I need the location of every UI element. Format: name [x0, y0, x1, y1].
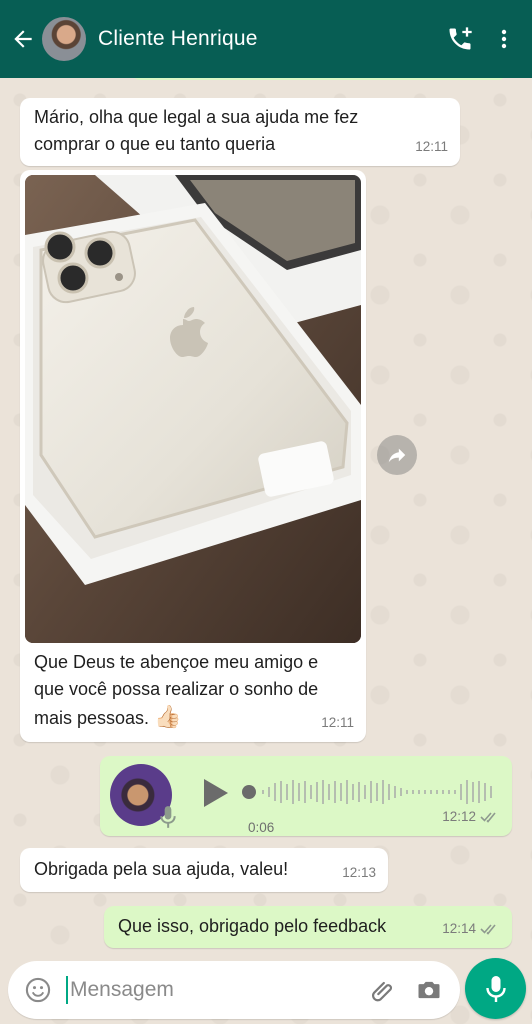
- play-icon[interactable]: [200, 776, 230, 810]
- back-arrow-icon: [10, 26, 36, 52]
- forward-icon: [386, 444, 408, 466]
- add-call-button[interactable]: [438, 17, 482, 61]
- back-button[interactable]: [6, 19, 40, 59]
- message-text: Obrigada pela sua ajuda, valeu!: [34, 859, 289, 879]
- message-text: Que isso, obrigado pelo feedback: [118, 916, 387, 936]
- incoming-message[interactable]: [20, 98, 460, 166]
- message-time: 12:13: [342, 865, 376, 880]
- iphone-box-illustration: [25, 175, 361, 643]
- outgoing-message[interactable]: [104, 906, 512, 948]
- double-check-icon: [480, 923, 500, 935]
- attach-button[interactable]: [360, 967, 406, 1013]
- emoji-icon: [24, 976, 52, 1004]
- message-time: 12:11: [321, 715, 354, 730]
- photo-caption: Que Deus te abençoe meu amigo e que você possa realizar o sonho de mais pessoas.: [34, 652, 319, 728]
- microphone-icon: [483, 974, 509, 1004]
- incoming-photo-message[interactable]: [20, 170, 366, 742]
- iphone-photo[interactable]: [25, 175, 361, 643]
- message-input[interactable]: [66, 976, 360, 1004]
- microphone-icon: [158, 804, 178, 830]
- camera-button[interactable]: [406, 967, 452, 1013]
- emoji-button[interactable]: [14, 966, 62, 1014]
- message-composer: [8, 961, 460, 1019]
- paperclip-icon: [369, 976, 397, 1004]
- voice-duration: 0:06: [248, 820, 275, 835]
- outgoing-voice-message[interactable]: [100, 756, 512, 836]
- contact-name[interactable]: Cliente Henrique: [98, 27, 258, 50]
- more-options-button[interactable]: [482, 17, 526, 61]
- message-time: 12:12: [442, 809, 476, 824]
- double-check-icon: [480, 811, 500, 823]
- message-text: Mário, olha que legal a sua ajuda me fez comprar o que eu tanto queria: [34, 107, 359, 154]
- incoming-message[interactable]: [20, 848, 388, 892]
- seek-handle[interactable]: [242, 785, 256, 799]
- thumbs-up-emoji: 👍🏻: [154, 704, 182, 729]
- camera-icon: [415, 976, 443, 1004]
- message-time: 12:14: [442, 921, 476, 936]
- phone-plus-icon: [446, 25, 474, 53]
- forward-button[interactable]: [377, 435, 417, 475]
- contact-avatar[interactable]: [42, 17, 86, 61]
- chat-header: [0, 0, 532, 78]
- voice-record-button[interactable]: [465, 958, 526, 1019]
- message-time: 12:11: [415, 139, 448, 154]
- kebab-menu-icon: [492, 27, 516, 51]
